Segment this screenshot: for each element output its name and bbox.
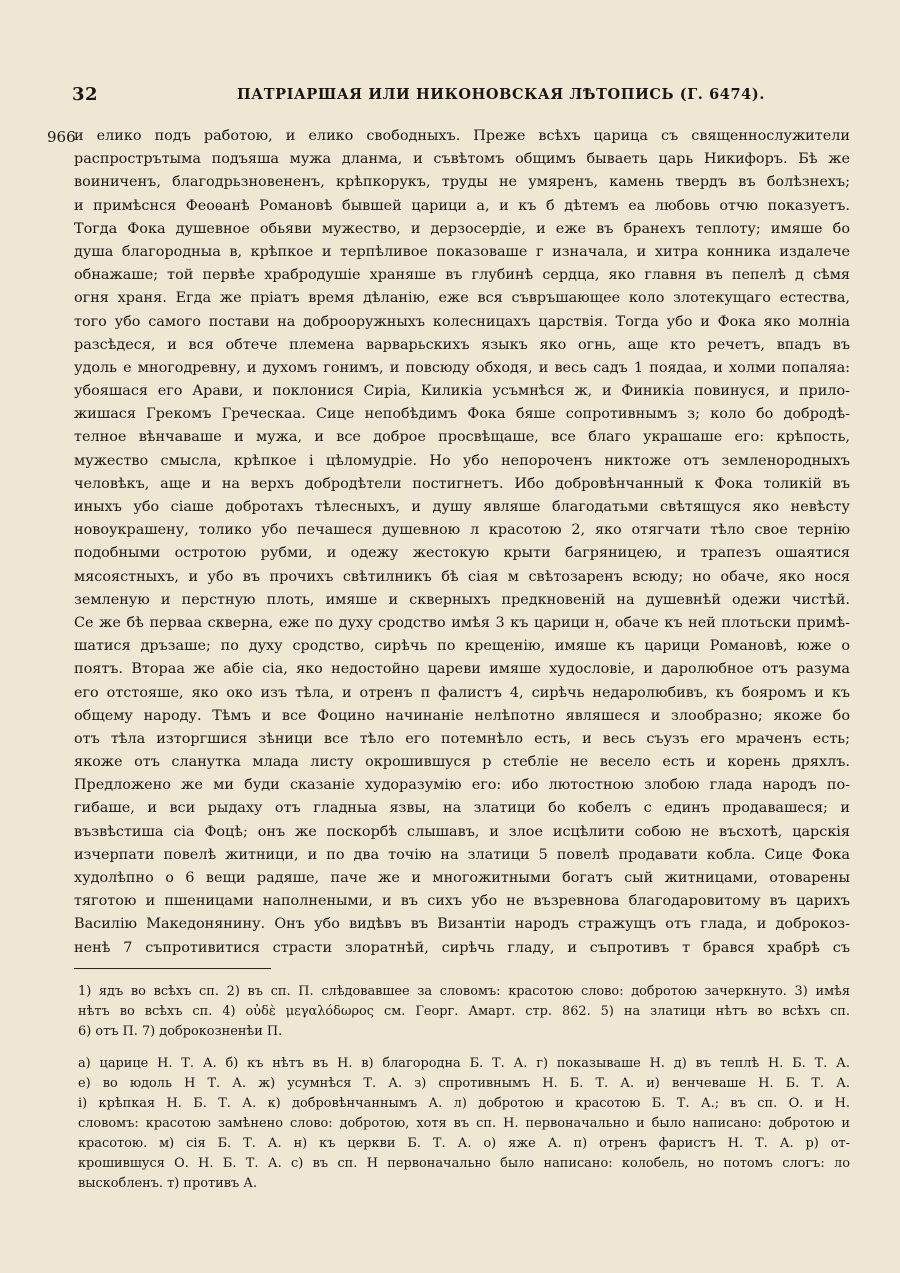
text-line: Предложено же ми буди сказаніе худоразумію его: ибо лютостною злобою глада народъ по-: [74, 777, 850, 794]
variant-line: словомъ: красотою замѣнено слово: добротою, хотя въ сп. Н. первоначально и было написано: добротою и: [78, 1116, 850, 1131]
page-header: [72, 84, 832, 108]
text-line: поятъ. Втораа же абіе сіа, яко недостойно цареви имяше худословіе, и даролюбное отъ разума: [74, 661, 850, 678]
text-line: распрострътыма подъяша мужа дланма, и съвѣтомъ общимъ бываеть царь Никифоръ. Бѣ же: [74, 151, 850, 168]
text-line: воиниченъ, благодрьзновененъ, крѣпкорукъ, труды не умяренъ, камень твердъ въ болѣзнехъ;: [74, 174, 850, 191]
text-line: его отстояше, яко око изъ тѣла, и отренъ п фалистъ 4, сирѣчь недаролюбивъ, къ бояромъ и къ: [74, 684, 850, 701]
variant-line: красотою. м) сія Б. Т. А. н) къ церкви Б. Т. А. о) яже А. п) отренъ фаристъ Н. Т. А. р) от-: [78, 1136, 850, 1151]
text-line: подобными остротою рубми, и одежу жестокую крыти багряницею, и трапезъ ошаятися: [74, 545, 850, 562]
text-line: обнажаше; той первѣе храбродушіе храняше въ глубинѣ сердца, яко главня въ пепелѣ д сѣмя: [74, 267, 850, 284]
text-line: худолѣпно о 6 вещи радяше, паче же и многожитными богатъ сый житницами, отоварены: [74, 870, 850, 886]
text-line: шатися дръзаше; по духу сродство, сирѣчь по крещенію, имяше къ царици Романовѣ, юже о: [74, 638, 850, 655]
text-line: того убо самого постави на доброоружныхъ колесницахъ царствія. Тогда убо и Фока яко молніа: [74, 313, 850, 330]
variant-line: крошившуся О. Н. Б. Т. А. с) въ сп. Н первоначально было написано: колобель, но потомъ слогъ: ло: [78, 1156, 850, 1171]
footnotes: [78, 982, 850, 1043]
running-title: ПАТРІАРШАЯ ИЛИ НИКОНОВСКАЯ ЛѢТОПИСЬ (Г. 6474).: [237, 86, 765, 103]
text-line: Се же бѣ перваа скверна, еже по духу сродство имѣя 3 къ царици н, обаче къ ней плотьски примѣ-: [74, 614, 850, 631]
text-line: Василію Македонянину. Онъ убо видѣвъ въ Византіи народъ стражущъ отъ глада, и доброкоз-: [74, 916, 850, 933]
variant-line: е) во юдоль Н Т. А. ж) усумнѣся Т. А. з) спротивнымъ Н. Б. Т. А. и) венчеваше Н. Б. Т. А.: [78, 1076, 850, 1091]
text-line: удоль е многодревну, и духомъ гонимъ, и повсюду обходя, и весь садъ 1 поядаа, и холми попаляа:: [74, 359, 850, 376]
text-line: и примѣснся Феоѳанѣ Романовѣ бывшей царици а, и къ б дѣтемъ еа любовь отчю показуетъ.: [74, 197, 850, 214]
text-line: человѣкъ, аще и на верхъ добродѣтели постигнетъ. Ибо добровѣнчанный к Фока толикій въ: [74, 475, 850, 492]
text-line: разсѣдеся, и вся обтече племена варварьскихъ языкъ яко огнь, аще кто речетъ, впадъ въ: [74, 336, 850, 353]
page-number: 32: [72, 84, 99, 105]
text-line: мясоястныхъ, и убо въ прочихъ свѣтилникъ бѣ сіая м свѣтозаренъ всюду; но обаче, яко нося: [74, 568, 850, 585]
text-line: телное вѣнчаваше и мужа, и все доброе просвѣщаше, все благо украшаше его: крѣпость,: [74, 429, 850, 446]
variant-line: а) царице Н. Т. А. б) къ нѣтъ въ Н. в) благородна Б. Т. А. г) показываше Н. д) въ теплѣ Н. Б. Т. А.: [78, 1056, 850, 1071]
text-line: огня храня. Егда же пріатъ время дѣланію, еже вся съвръшающее коло злотекущаго естества,: [74, 290, 850, 307]
variant-line: выскобленъ. т) противъ А.: [78, 1176, 258, 1191]
variant-line: і) крѣпкая Н. Б. Т. А. к) добровѣнчаннымъ А. л) добротою и красотою Б. Т. А.; въ сп. О. и Н.: [78, 1096, 850, 1111]
variant-readings: [78, 1054, 850, 1194]
footnote-line: 6) отъ П. 7) доброкозненѣи П.: [78, 1024, 283, 1040]
text-line: земленую и перстную плоть, имяше и скверныхъ предкновеній на душевнѣй одежи чистѣй.: [74, 591, 850, 608]
text-line: убояшася его Арави, и поклонися Сиріа, Киликіа усъмнѣся ж, и Финикіа повинуся, и прило-: [74, 383, 850, 400]
text-line: гибаше, и вси рыдаху отъ гладныа язвы, на злaтици бо кобелъ с единъ продавашеся; и: [74, 800, 850, 817]
text-line: жишася Грекомъ Греческаа. Сице непобѣдимъ Фока бяше сопротивнымъ з; коло бо добродѣ-: [74, 406, 850, 423]
text-line: тяготою и пшеницами наполнеными, и въ сихъ убо не възревнова благодаровитому въ царихъ: [74, 893, 850, 910]
text-line: изчерпати повелѣ житници, и по два точію на злaтици 5 повелѣ продавати кобла. Сице Фока: [74, 846, 850, 863]
text-line: възвѣстиша сіа Фоцѣ; онъ же поскорбѣ слышавъ, и злое исцѣлити собою не въсхотѣ, царскія: [74, 823, 850, 840]
main-text: [74, 125, 850, 960]
footnote-line: нѣтъ во всѣхъ сп. 4) οὐδὲ μεγαλόδωρος см. Георг. Амарт. стр. 862. 5) на злaтици нѣтъ во всѣхъ сп.: [78, 1004, 850, 1020]
text-line: душа благородныа в, крѣпкое и терпѣливое показоваше г изначала, и хитра конника издалече: [74, 243, 850, 260]
text-line: общему народу. Тѣмъ и все Фоцино начинаніе нелѣпотно являшеся и злообразно; якоже бо: [74, 707, 850, 724]
text-line: отъ тѣла изторгшися зѣници все тѣло его потемнѣло есть, и весь съузъ его мраченъ есть;: [74, 730, 850, 747]
text-line: и елико подъ работою, и елико свободныхъ. Преже всѣхъ царица съ священнослужители: [74, 128, 850, 144]
text-line: якоже отъ сланутка млада листу окрошившуся р стебліе не весело есть и корень дряхлъ.: [74, 754, 850, 771]
text-line: мужество смысла, крѣпкое і цѣломудріе. Но убо непороченъ никтоже отъ земленородныхъ: [74, 452, 850, 469]
year-marker: 966: [47, 128, 76, 146]
text-line: Тогда Фока душевное обьяви мужество, и дерзосердіе, и еже въ бранехъ теплоту; имяше бо: [74, 220, 850, 237]
footnote-line: 1) ядъ во всѣхъ сп. 2) въ сп. П. слѣдовавшее за словомъ: красотою слово: добротою зачеркнуто. 3) имѣя: [78, 984, 850, 999]
text-line: новоукрашену, толико убо печашеся душевною л красотою 2, яко отягчати тѣло свое тернію: [74, 522, 850, 539]
footnote-rule: [74, 968, 271, 969]
text-line: ненѣ 7 съпротивитися страсти злоратнѣй, сирѣчь гладу, и съпротивъ т брався храбрѣ съ: [74, 939, 850, 956]
text-line: иныхъ убо сіаше добротахъ тѣлесныхъ, и душу являше благодатьми свѣтящуся яко невѣсту: [74, 499, 850, 515]
